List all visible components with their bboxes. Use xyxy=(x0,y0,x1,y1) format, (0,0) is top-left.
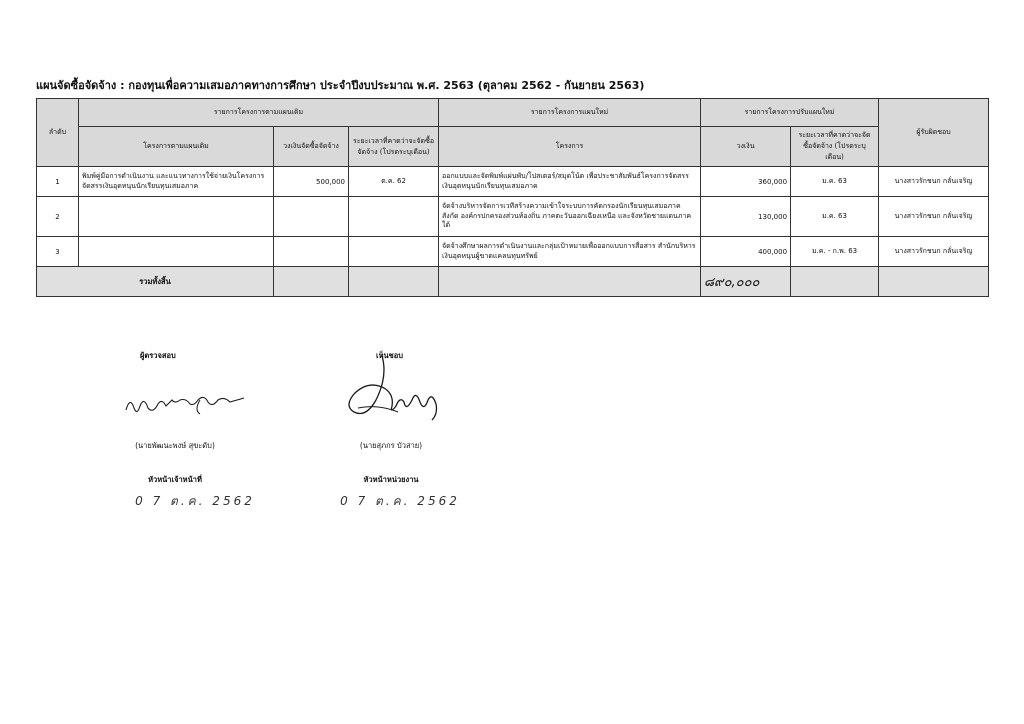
responsible-cell: นางสาวรักชนก กลั่นเจริญ xyxy=(879,197,989,237)
header-new-project: โครงการ xyxy=(439,127,701,167)
document-title: แผนจัดซื้อจัดจ้าง : กองทุนเพื่อความเสมอภาคทางการศึกษา ประจำปีงบประมาณ พ.ศ. 2563 (ตุลาคม 2562 - กันยายน 2563) xyxy=(36,79,645,92)
adjusted-budget-cell: 400,000 xyxy=(701,237,791,267)
checker-position: หัวหน้าเจ้าหน้าที่ xyxy=(148,475,202,484)
new-project-cell: จัดจ้างบริหารจัดการเวทีสร้างความเข้าใจระบบการคัดกรองนักเรียนทุนเสมอภาค สังกัด องค์กรปกครองส่วนท้องถิ่น ภาคตะวันออกเฉียงเหนือ และจังหวัดชายแดนภาคใต้ xyxy=(439,197,701,237)
old-budget-cell xyxy=(274,197,349,237)
header-old-plan-group: รายการโครงการตามแผนเดิม xyxy=(79,99,439,127)
adjusted-budget-cell: 130,000 xyxy=(701,197,791,237)
old-project-cell: พิมพ์คู่มือการดำเนินงาน และแนวทางการใช้จ่ายเงินโครงการจัดสรรเงินอุดหนุนนักเรียนทุนเสมอภาค xyxy=(79,167,274,197)
checker-date-stamp: 0 7 ต.ค. 2562 xyxy=(135,494,255,508)
old-project-cell xyxy=(79,237,274,267)
responsible-cell: นางสาวรักชนก กลั่นเจริญ xyxy=(879,237,989,267)
header-adjusted-plan-group: รายการโครงการปรับแผนใหม่ xyxy=(701,99,879,127)
approver-date-stamp: 0 7 ต.ค. 2562 xyxy=(340,494,460,508)
header-no: ลำดับ xyxy=(37,99,79,167)
total-empty-cell xyxy=(879,267,989,297)
approver-position: หัวหน้าหน่วยงาน xyxy=(363,475,419,484)
checker-label: ผู้ตรวจสอบ xyxy=(140,351,176,360)
header-old-budget: วงเงินจัดซื้อจัดจ้าง xyxy=(274,127,349,167)
old-budget-cell: 500,000 xyxy=(274,167,349,197)
adjusted-budget-cell: 360,000 xyxy=(701,167,791,197)
procurement-plan-table xyxy=(36,98,989,297)
old-period-cell: ต.ค. 62 xyxy=(349,167,439,197)
adjusted-period-cell: ม.ค. 63 xyxy=(791,167,879,197)
row-no: 1 xyxy=(37,167,79,197)
total-label: รวมทั้งสิ้น xyxy=(37,267,274,297)
checker-name: (นายพัฒนะพงษ์ สุขะดับ) xyxy=(135,441,215,450)
table-row xyxy=(37,197,989,237)
old-period-cell xyxy=(349,237,439,267)
new-project-cell: ออกแบบและจัดพิมพ์แผ่นพับ/โปสเตอร์/สมุดโน้ต เพื่อประชาสัมพันธ์โครงการจัดสรรเงินอุดหนุนนักเรียนทุนเสมอภาค xyxy=(439,167,701,197)
old-project-cell xyxy=(79,197,274,237)
total-empty-cell xyxy=(791,267,879,297)
table-row xyxy=(37,237,989,267)
adjusted-period-cell: ม.ค. - ก.พ. 63 xyxy=(791,237,879,267)
header-responsible: ผู้รับผิดชอบ xyxy=(879,99,989,167)
total-row xyxy=(37,267,989,297)
table-row xyxy=(37,167,989,197)
header-old-period: ระยะเวลาที่คาดว่าจะจัดซื้อจัดจ้าง (โปรดระบุเดือน) xyxy=(349,127,439,167)
row-no: 2 xyxy=(37,197,79,237)
total-empty-cell xyxy=(439,267,701,297)
old-budget-cell xyxy=(274,237,349,267)
approver-signature xyxy=(338,352,448,432)
header-adjusted-period: ระยะเวลาที่คาดว่าจะจัดซื้อจัดจ้าง (โปรดระบุเดือน) xyxy=(791,127,879,167)
total-value: ๘๙๐,๐๐๐ xyxy=(701,267,791,297)
old-period-cell xyxy=(349,197,439,237)
header-old-project: โครงการตามแผนเดิม xyxy=(79,127,274,167)
approver-label: เห็นชอบ xyxy=(376,351,403,360)
header-new-plan-group: รายการโครงการแผนใหม่ xyxy=(439,99,701,127)
approver-name: (นายสุภกร บัวสาย) xyxy=(359,441,423,450)
total-empty-cell xyxy=(349,267,439,297)
header-adjusted-budget: วงเงิน xyxy=(701,127,791,167)
row-no: 3 xyxy=(37,237,79,267)
responsible-cell: นางสาวรักชนก กลั่นเจริญ xyxy=(879,167,989,197)
adjusted-period-cell: ม.ค. 63 xyxy=(791,197,879,237)
new-project-cell: จัดจ้างศึกษาผลการดำเนินงานและกลุ่มเป้าหมายเพื่อออกแบบการสื่อสาร สำนักบริหารเงินอุดหนุนผู้ขาดแคลนทุนทรัพย์ xyxy=(439,237,701,267)
checker-signature xyxy=(122,392,262,422)
total-empty-cell xyxy=(274,267,349,297)
